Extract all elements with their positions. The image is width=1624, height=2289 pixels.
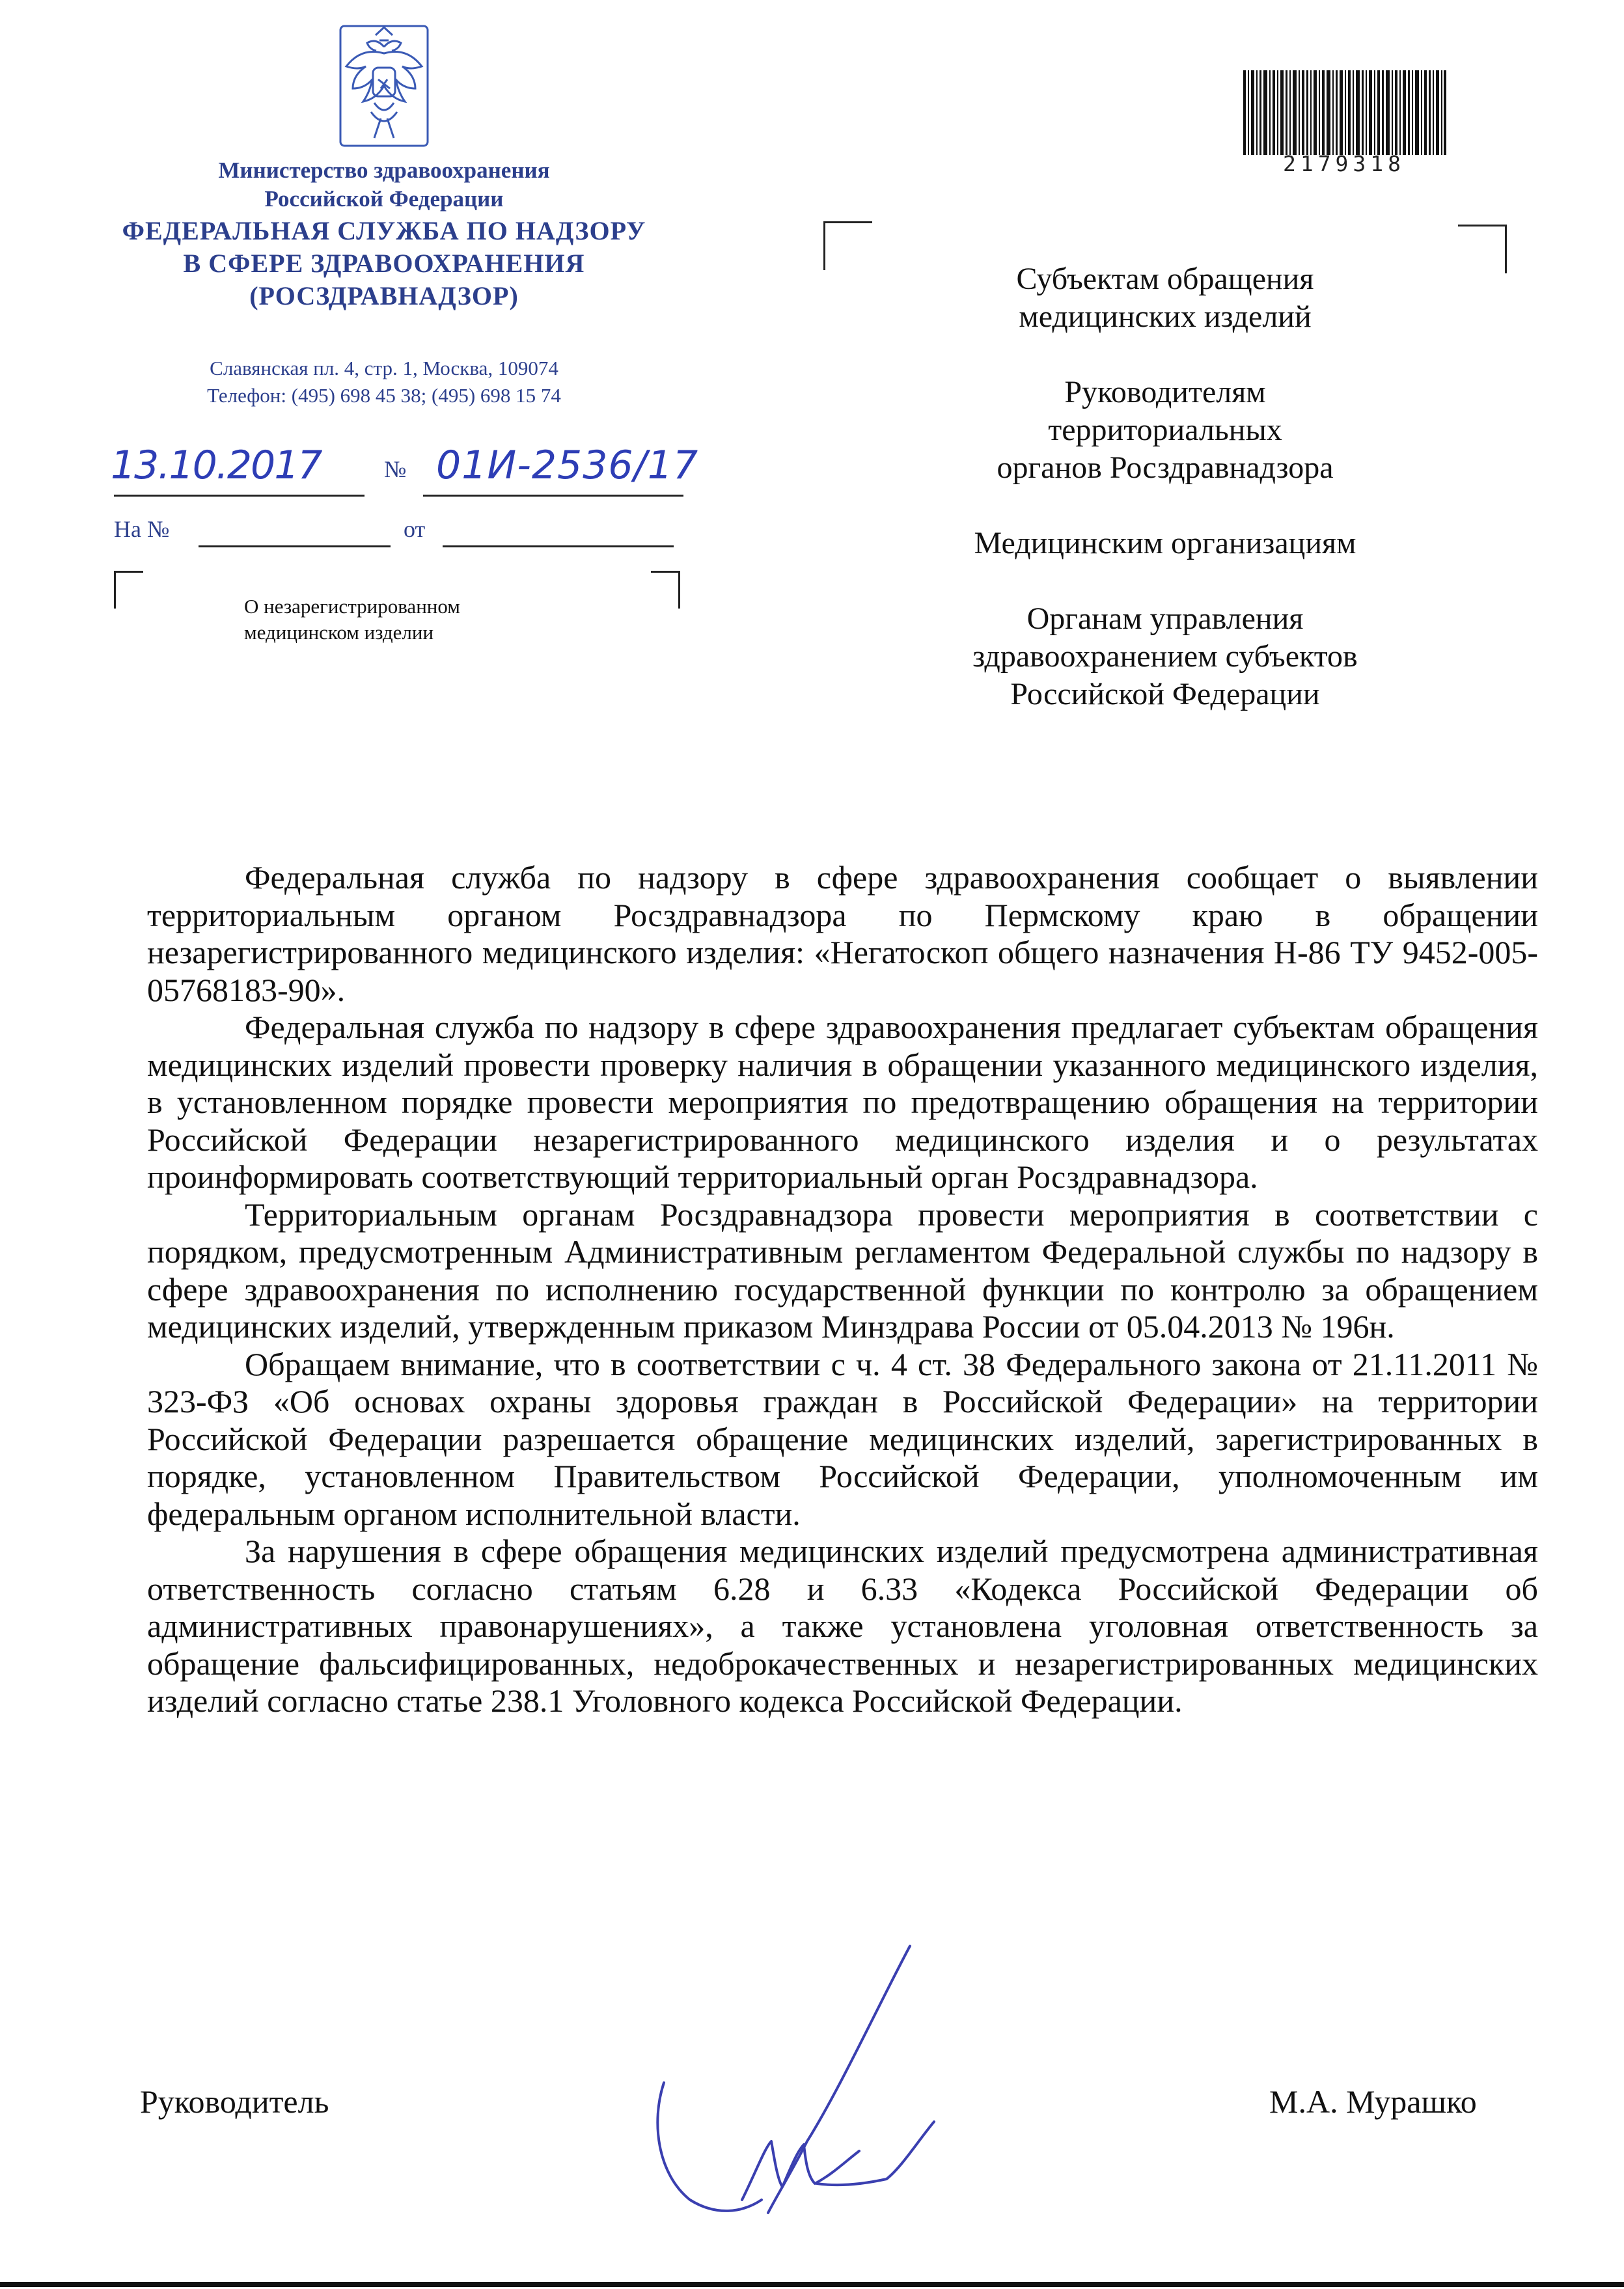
signatory-name: М.А. Мурашко — [1269, 2083, 1477, 2120]
body-paragraph: Федеральная служба по надзору в сфере здравоохранения предлагает субъектам обращения медицинских изделий провести проверку наличия в обращении указанного медицинского изделия, в установленном порядке провести мероприятия по предотвращению обращения на территории Российской Федерации незарегистрированного медицинского изделия и о результатах проинформировать соответствующий территориальный орган Росздравнадзора. — [147, 1009, 1538, 1195]
service-line: (РОСЗДРАВНАДЗОР) — [249, 281, 519, 310]
subject-bracket-right — [651, 571, 680, 609]
service-line: В СФЕРЕ ЗДРАВООХРАНЕНИЯ — [183, 249, 585, 278]
reference-from-label: от — [404, 516, 426, 542]
addressee-line: Российской Федерации — [1010, 677, 1320, 711]
handwritten-signature — [644, 1926, 1009, 2226]
service-name — [78, 215, 690, 312]
ministry-line: Российской Федерации — [264, 186, 504, 212]
body-paragraph: Обращаем внимание, что в соответствии с ч. 4 ст. 38 Федерального закона от 21.11.2011 № 323-ФЗ «Об основах охраны здоровья граждан в Российской Федерации» на территории Российской Федерации разрешается обращение медицинских изделий, зарегистрированных в порядке, установленном Правительством Российской Федерации, уполномоченным им федеральным органом исполнительной власти. — [147, 1345, 1538, 1532]
subject-bracket-left — [114, 571, 143, 609]
reference-label: На № — [114, 516, 170, 542]
address-bracket-left — [823, 221, 872, 270]
body-paragraph: Федеральная служба по надзору в сфере здравоохранения сообщает о выявлении территориальным органом Росздравнадзора по Пермскому краю в обращении незарегистрированного медицинского изделия: «Негатоскоп общего назначения Н-86 ТУ 9452-005-05768183-90». — [147, 859, 1538, 1008]
addressee-line: здравоохранением субъектов — [972, 639, 1358, 674]
signatory-role: Руководитель — [140, 2083, 329, 2120]
ministry-line: Министерство здравоохранения — [218, 158, 550, 183]
body-paragraph: Территориальным органам Росздравнадзора провести мероприятия в соответствии с порядком, предусмотренным Административным регламентом Федеральной службы по надзору в сфере здравоохранения по исполнению государственной функции по контролю за обращением медицинских изделий, утвержденным приказом Минздрава России от 05.04.2013 № 196н. — [147, 1196, 1538, 1345]
addressee-line: медицинских изделий — [1019, 299, 1312, 334]
addressee-line: Органам управления — [1026, 601, 1304, 636]
reference-number-blank — [199, 545, 391, 547]
addressee-line: органов Росздравнадзора — [997, 450, 1334, 485]
page-bottom-edge — [0, 2282, 1624, 2287]
reference-date-blank — [443, 545, 674, 547]
coat-of-arms-emblem — [335, 21, 433, 151]
service-line: ФЕДЕРАЛЬНАЯ СЛУЖБА ПО НАДЗОРУ — [122, 216, 646, 245]
addressee-line: Субъектам обращения — [1016, 262, 1314, 296]
registration-date: 13.10.2017 — [111, 443, 322, 488]
subject-line: О незарегистрированном — [244, 595, 460, 618]
addressee-line: Руководителям — [1064, 375, 1266, 409]
addressee-line: территориальных — [1048, 413, 1282, 447]
addressee-item — [885, 600, 1445, 713]
number-sign: № — [384, 456, 407, 482]
addressee-item — [885, 525, 1445, 562]
letter-body — [147, 859, 1538, 1720]
body-paragraph: За нарушения в сфере обращения медицинских изделий предусмотрена административная ответственность согласно статьям 6.28 и 6.33 «Кодекса Российской Федерации об административных правонарушениях», а также установлена уголовная ответственность за обращение фальсифицированных, недоброкачественных и незарегистрированных медицинских изделий согласно статье 238.1 Уголовного кодекса Российской Федерации. — [147, 1533, 1538, 1719]
subject-line: медицинском изделии — [244, 621, 434, 644]
address-line: Славянская пл. 4, стр. 1, Москва, 109074 — [210, 357, 558, 379]
letter-subject — [244, 594, 544, 646]
ministry-name — [130, 156, 638, 213]
barcode — [1243, 70, 1446, 155]
barcode-number: 2179318 — [1282, 151, 1406, 176]
addressee-line: Медицинским организациям — [974, 526, 1356, 560]
addressee-item — [885, 260, 1445, 336]
sender-address — [104, 355, 664, 409]
date-underline — [114, 495, 365, 497]
addressee-item — [885, 374, 1445, 487]
address-bracket-right — [1458, 225, 1507, 273]
number-underline — [423, 495, 683, 497]
registration-number: 01И-2536/17 — [436, 443, 699, 488]
addressee-block — [885, 260, 1445, 751]
phone-line: Телефон: (495) 698 45 38; (495) 698 15 74 — [207, 384, 561, 407]
